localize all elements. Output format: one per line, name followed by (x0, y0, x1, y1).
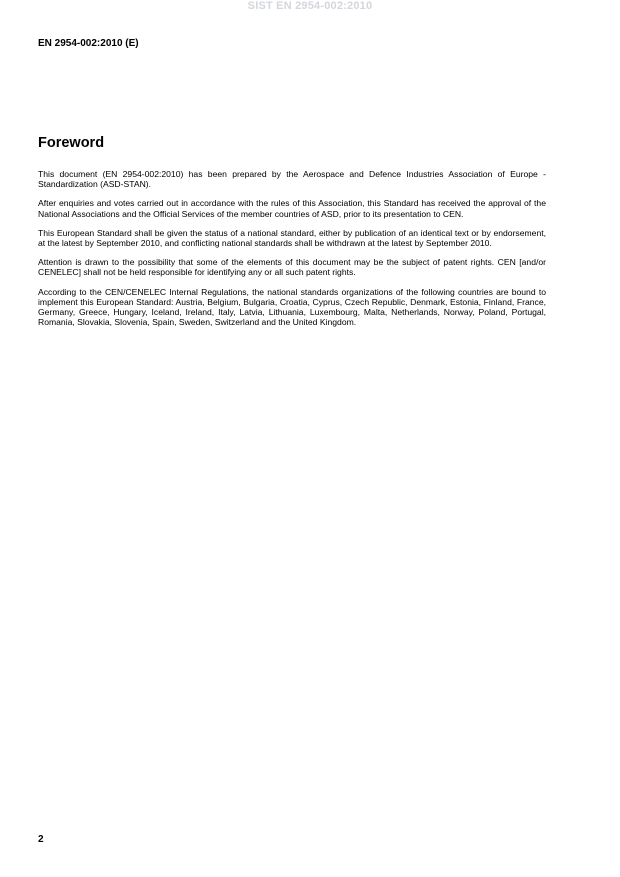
paragraph-status: This European Standard shall be given the status of a national standard, either by publication of an identical text or by endorsement, at the latest by September 2010, and conflicting national standards shall be withdrawn at the latest by September 2010. (38, 227, 546, 249)
page-title: Foreword (38, 135, 105, 151)
paragraph-implementing-countries: According to the CEN/CENELEC Internal Regulations, the national standards organizations of the following countries are bound to implement this European Standard: Austria, Belgium, Bulgaria, Croatia, Cyprus, Czech Republic, Denmark, Estonia, Finland, France, Germany, Greece, Hungary, Iceland, Ireland, Italy, Latvia, Lithuania, Luxembourg, Malta, Netherlands, Norway, Poland, Portugal, Romania, Slovakia, Slovenia, Spain, Sweden, Switzerland and the United Kingdom. (38, 286, 546, 328)
paragraph-preparation: This document (EN 2954-002:2010) has been prepared by the Aerospace and Defence Industries Association of Europe - Standardization (ASD-STAN). (38, 169, 546, 190)
foreword-body (38, 169, 546, 336)
page-number: 2 (38, 834, 44, 845)
watermark: SIST EN 2954-002:2010 (247, 0, 373, 12)
paragraph-patent-rights: Attention is drawn to the possibility that some of the elements of this document may be the subject of patent rights. CEN [and/or CENELEC] shall not be held responsible for identifying any or all such patent rights. (38, 257, 546, 278)
document-identifier: EN 2954-002:2010 (E) (38, 38, 139, 49)
paragraph-approval: After enquiries and votes carried out in accordance with the rules of this Association, this Standard has received the approval of the National Associations and the Official Services of the member countries of ASD, prior to its presentation to CEN. (38, 198, 546, 219)
